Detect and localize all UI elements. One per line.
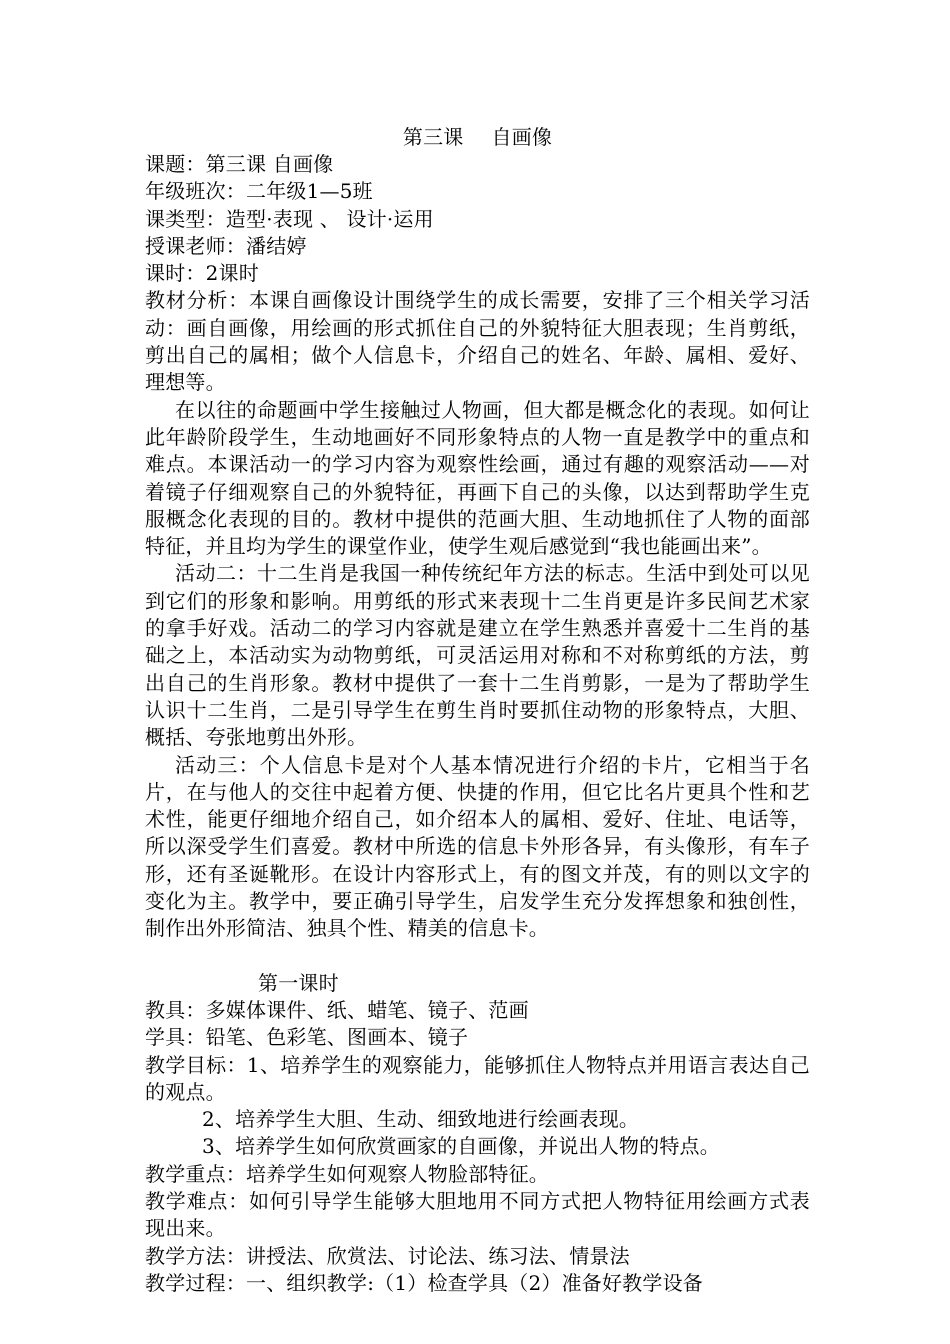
- spacer: [145, 943, 810, 970]
- activity2-paragraph: 活动二：十二生肖是我国一种传统纪年方法的标志。生活中到处可以见到它们的形象和影响。用剪纸的形式来表现十二生肖更是许多民间艺术家的拿手好戏。活动二的学习内容就是建立在学生熟悉并喜爱十二生肖的基础之上，本活动实为动物剪纸，可灵活运用对称和不对称剪纸的方法，剪出自己的生肖形象。教材中提供了一套十二生肖剪影，一是为了帮助学生认识十二生肖，二是引导学生在剪生肖时要抓住动物的形象特点，大胆、概括、夸张地剪出外形。: [145, 561, 810, 750]
- goal-1: 教学目标：1、培养学生的观察能力，能够抓住人物特点并用语言表达自己的观点。: [145, 1052, 810, 1104]
- lesson-title: 第一课时: [258, 970, 339, 995]
- title-main: 第三课: [402, 125, 464, 149]
- teaching-process: 教学过程：一、组织教学:（1）检查学具（2）准备好教学设备: [145, 1270, 703, 1295]
- document-page: [145, 118, 810, 1297]
- activity1-paragraph: 在以往的命题画中学生接触过人物画，但大都是概念化的表现。如何让此年龄阶段学生，生动地画好不同形象特点的人物一直是教学中的重点和难点。本课活动一的学习内容为观察性绘画，通过有趣的观察活动——对着镜子仔细观察自己的外貌特征，再画下自己的头像，以达到帮助学生克服概念化表现的目的。教材中提供的范画大胆、生动地抓住了人物的面部特征，并且均为学生的课堂作业，使学生观后感觉到“我也能画出来”。: [145, 397, 810, 559]
- info-hours: 课时：2课时: [145, 261, 259, 286]
- info-type: 课类型：造型·表现 、 设计·运用: [145, 206, 434, 231]
- goal-3: 3、培养学生如何欣赏画家的自画像，并说出人物的特点。: [202, 1134, 720, 1159]
- student-tools: 学具：铅笔、色彩笔、图画本、镜子: [145, 1025, 469, 1050]
- analysis-paragraph: 教材分析：本课自画像设计围绕学生的成长需要，安排了三个相关学习活动：画自画像，用绘画的形式抓住自己的外貌特征大胆表现；生肖剪纸，剪出自己的属相；做个人信息卡，介绍自己的姓名、年龄、属相、爱好、理想等。: [145, 288, 810, 395]
- key-point: 教学重点：培养学生如何观察人物脸部特征。: [145, 1161, 549, 1186]
- page-title: [145, 118, 810, 151]
- difficulty: 教学难点：如何引导学生能够大胆地用不同方式把人物特征用绘画方式表现出来。: [145, 1188, 810, 1241]
- teaching-methods: 教学方法：讲授法、欣赏法、讨论法、练习法、情景法: [145, 1243, 630, 1268]
- title-sub: 自画像: [491, 125, 553, 149]
- info-grade: 年级班次：二年级1—5班: [145, 179, 373, 204]
- info-topic: 课题：第三课 自画像: [145, 152, 334, 176]
- info-teacher: 授课老师：潘结婷: [145, 233, 307, 258]
- activity3-paragraph: 活动三：个人信息卡是对个人基本情况进行介绍的卡片，它相当于名片，在与他人的交往中起着方便、快捷的作用，但它比名片更具个性和艺术性，能更仔细地介绍自己，如介绍本人的属相、爱好、住址、电话等，所以深受学生们喜爱。教材中所选的信息卡外形各异，有头像形，有车子形，还有圣诞靴形。在设计内容形式上，有的图文并茂，有的则以文字的变化为主。教学中，要正确引导学生，启发学生充分发挥想象和独创性，制作出外形简洁、独具个性、精美的信息卡。: [145, 752, 810, 941]
- goal-2: 2、培养学生大胆、生动、细致地进行绘画表现。: [202, 1107, 640, 1132]
- teaching-tools: 教具：多媒体课件、纸、蜡笔、镜子、范画: [145, 997, 529, 1022]
